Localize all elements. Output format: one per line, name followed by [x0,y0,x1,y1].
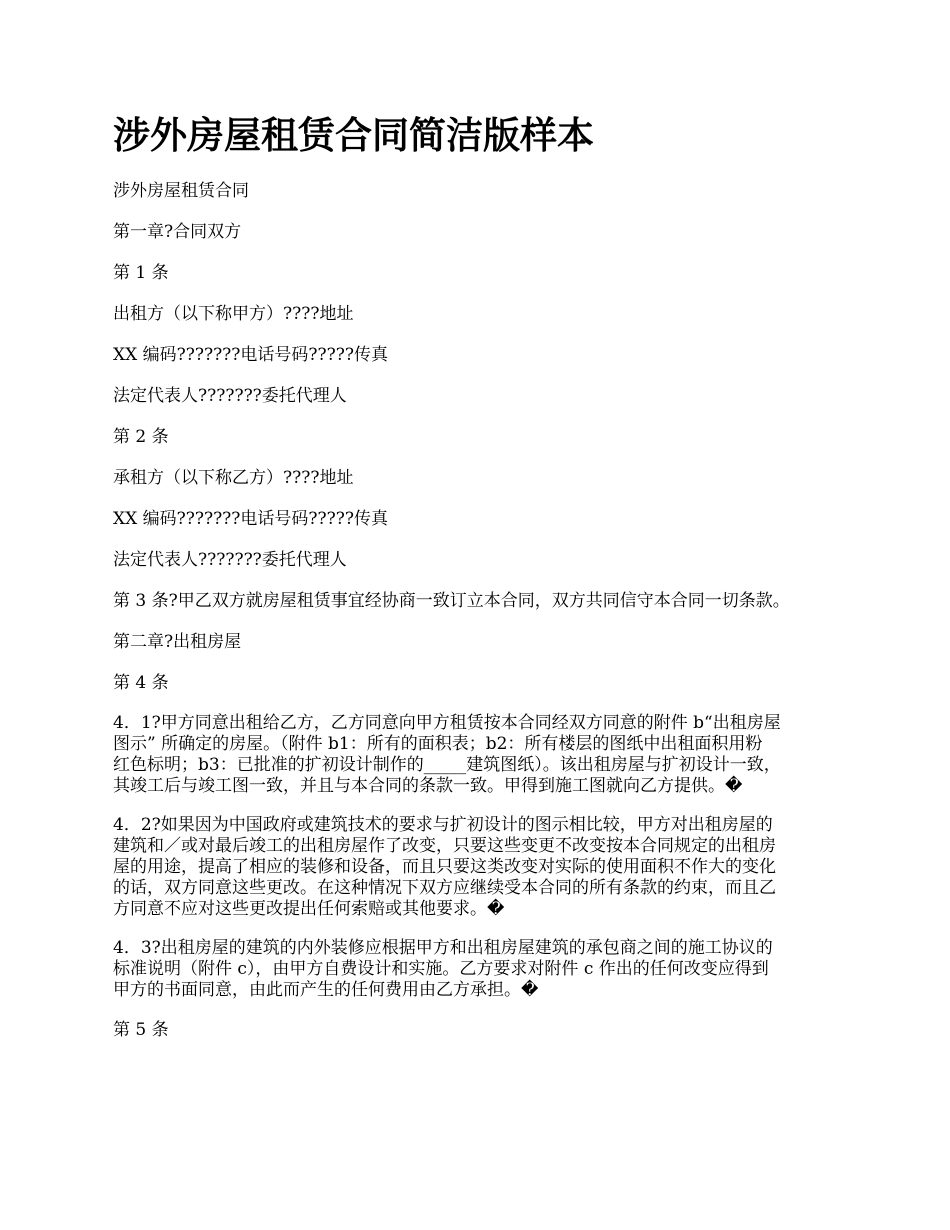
paragraph-article-5: 第 5 条 [113,1020,169,1040]
paragraph-clause-4-1 [113,713,843,797]
clause-4-2-line: 建筑和／或对最后竣工的出租房屋作了改变，只要这些变更不改变按本合同规定的出租房 [113,836,776,856]
document-title: 涉外房屋租赁合同简洁版样本 [113,113,594,157]
paragraph-lessee-address: 承租方（以下称乙方）????地址 [113,468,354,488]
paragraph-lessor-representative: 法定代表人???????委托代理人 [113,386,347,406]
clause-4-3-line: 标准说明（附件 c），由甲方自费设计和实施。乙方要求对附件 c 作出的任何改变应得到 [113,959,769,979]
document-page [113,108,843,1060]
clause-4-1-line: 图示” 所确定的房屋。（附件 b1：所有的面积表；b2：所有楼层的图纸中出租面积用粉 [113,734,763,754]
paragraph-lessor-address: 出租方（以下称甲方）????地址 [113,304,354,324]
paragraph-article-1: 第 1 条 [113,263,169,283]
clause-4-2-line: 方同意不应对这些更改提出任何索赔或其他要求。� [113,899,505,919]
clause-4-2-line: 4．2?如果因为中国政府或建筑技术的要求与扩初设计的图示相比较，甲方对出租房屋的 [113,815,773,835]
paragraph-lessor-contact: XX 编码???????电话号码?????传真 [113,345,388,365]
paragraph-clause-4-3 [113,938,843,1001]
paragraph-lessee-contact: XX 编码???????电话号码?????传真 [113,509,388,529]
clause-4-1-line: 其竣工后与竣工图一致，并且与本合同的条款一致。甲得到施工图就向乙方提供。� [113,776,743,796]
clause-4-2-line: 的话，双方同意这些更改。在这种情况下双方应继续受本合同的所有条款的约束，而且乙 [113,878,776,898]
clause-4-1-line: 红色标明；b3：已批准的扩初设计制作的_____建筑图纸）。该出租房屋与扩初设计一致， [113,755,781,775]
paragraph-chapter-1: 第一章?合同双方 [113,222,242,242]
clause-4-2-line: 屋的用途，提高了相应的装修和设备，而且只要这类改变对实际的使用面积不作大的变化 [113,857,776,877]
clause-4-3-line: 4．3?出租房屋的建筑的内外装修应根据甲方和出租房屋建筑的承包商之间的施工协议的 [113,938,773,958]
paragraph-article-4: 第 4 条 [113,673,169,693]
paragraph-clause-4-2 [113,815,843,920]
paragraph-chapter-2: 第二章?出租房屋 [113,632,242,652]
paragraph-contract-name: 涉外房屋租赁合同 [113,181,249,201]
clause-4-1-line: 4．1?甲方同意出租给乙方，乙方同意向甲方租赁按本合同经双方同意的附件 b“出租房屋 [113,713,781,733]
paragraph-lessee-representative: 法定代表人???????委托代理人 [113,550,347,570]
paragraph-article-2: 第 2 条 [113,427,169,447]
clause-4-3-line: 甲方的书面同意，由此而产生的任何费用由乙方承担。� [113,980,539,1000]
paragraph-article-3: 第 3 条?甲乙双方就房屋租赁事宜经协商一致订立本合同，双方共同信守本合同一切条款。 [113,591,790,611]
